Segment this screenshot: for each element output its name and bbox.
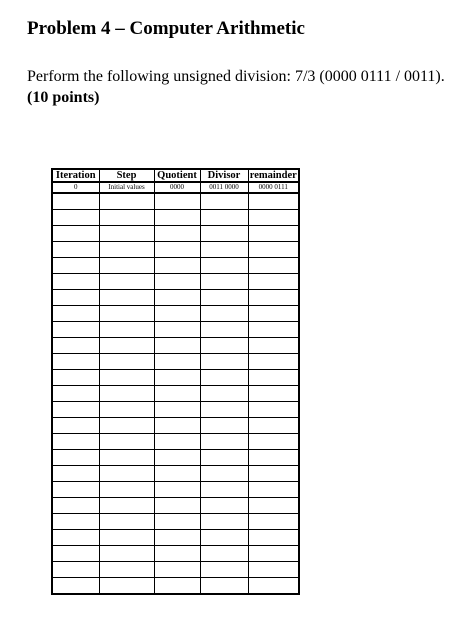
cell-remainder: 0000 0111: [248, 182, 299, 193]
empty-cell[interactable]: [52, 562, 99, 578]
empty-cell[interactable]: [99, 322, 154, 338]
empty-cell[interactable]: [154, 322, 200, 338]
column-header-iteration: Iteration: [52, 169, 99, 182]
empty-cell[interactable]: [52, 322, 99, 338]
empty-cell[interactable]: [99, 562, 154, 578]
table-row-empty: [52, 210, 299, 226]
table-row-empty: [52, 322, 299, 338]
empty-cell[interactable]: [200, 386, 248, 402]
table-row-empty: [52, 306, 299, 322]
empty-cell[interactable]: [248, 242, 299, 258]
empty-cell[interactable]: [99, 354, 154, 370]
empty-cell[interactable]: [154, 450, 200, 466]
empty-cell[interactable]: [200, 402, 248, 418]
empty-cell[interactable]: [154, 386, 200, 402]
table-row-empty: [52, 338, 299, 354]
empty-cell[interactable]: [52, 306, 99, 322]
empty-cell[interactable]: [154, 226, 200, 242]
empty-cell[interactable]: [99, 450, 154, 466]
empty-cell[interactable]: [52, 530, 99, 546]
table-body: [52, 182, 299, 594]
table-row-empty: [52, 290, 299, 306]
table-row-empty: [52, 386, 299, 402]
empty-cell[interactable]: [248, 466, 299, 482]
empty-cell[interactable]: [248, 290, 299, 306]
cell-step: Initial values: [99, 182, 154, 193]
empty-cell[interactable]: [200, 578, 248, 595]
empty-cell[interactable]: [200, 258, 248, 274]
empty-cell[interactable]: [99, 338, 154, 354]
problem-prompt: [27, 66, 457, 108]
empty-cell[interactable]: [248, 193, 299, 210]
problem-title: Problem 4 – Computer Arithmetic: [27, 18, 305, 39]
column-header-step: Step: [99, 169, 154, 182]
empty-cell[interactable]: [200, 514, 248, 530]
table-row-empty: [52, 546, 299, 562]
table-row-empty: [52, 498, 299, 514]
empty-cell[interactable]: [154, 210, 200, 226]
empty-cell[interactable]: [248, 498, 299, 514]
empty-cell[interactable]: [99, 193, 154, 210]
empty-cell[interactable]: [52, 370, 99, 386]
table-row-empty: [52, 370, 299, 386]
empty-cell[interactable]: [52, 514, 99, 530]
empty-cell[interactable]: [200, 546, 248, 562]
empty-cell[interactable]: [248, 530, 299, 546]
empty-cell[interactable]: [248, 482, 299, 498]
empty-cell[interactable]: [52, 354, 99, 370]
table-row-empty: [52, 562, 299, 578]
table-row-empty: [52, 418, 299, 434]
empty-cell[interactable]: [52, 482, 99, 498]
empty-cell[interactable]: [200, 322, 248, 338]
empty-cell[interactable]: [200, 306, 248, 322]
empty-cell[interactable]: [200, 370, 248, 386]
empty-cell[interactable]: [99, 418, 154, 434]
empty-cell[interactable]: [248, 370, 299, 386]
empty-cell[interactable]: [200, 210, 248, 226]
empty-cell[interactable]: [248, 338, 299, 354]
empty-cell[interactable]: [200, 226, 248, 242]
empty-cell[interactable]: [52, 434, 99, 450]
empty-cell[interactable]: [248, 562, 299, 578]
empty-cell[interactable]: [248, 322, 299, 338]
table-row-empty: [52, 578, 299, 595]
empty-cell[interactable]: [52, 274, 99, 290]
empty-cell[interactable]: [52, 386, 99, 402]
empty-cell[interactable]: [99, 226, 154, 242]
empty-cell[interactable]: [99, 514, 154, 530]
empty-cell[interactable]: [248, 226, 299, 242]
empty-cell[interactable]: [154, 562, 200, 578]
empty-cell[interactable]: [154, 258, 200, 274]
empty-cell[interactable]: [248, 210, 299, 226]
table-row-empty: [52, 242, 299, 258]
column-header-divisor: Divisor: [200, 169, 248, 182]
empty-cell[interactable]: [248, 578, 299, 595]
empty-cell[interactable]: [200, 354, 248, 370]
empty-cell[interactable]: [99, 290, 154, 306]
table-row-empty: [52, 450, 299, 466]
empty-cell[interactable]: [154, 290, 200, 306]
table-row-empty: [52, 530, 299, 546]
empty-cell[interactable]: [154, 242, 200, 258]
empty-cell[interactable]: [200, 450, 248, 466]
empty-cell[interactable]: [52, 402, 99, 418]
empty-cell[interactable]: [248, 402, 299, 418]
empty-cell[interactable]: [248, 418, 299, 434]
column-header-quotient: Quotient: [154, 169, 200, 182]
empty-cell[interactable]: [99, 402, 154, 418]
empty-cell[interactable]: [248, 354, 299, 370]
empty-cell[interactable]: [52, 498, 99, 514]
empty-cell[interactable]: [154, 338, 200, 354]
empty-cell[interactable]: [99, 482, 154, 498]
division-table: [51, 168, 300, 595]
table-row-empty: [52, 258, 299, 274]
empty-cell[interactable]: [248, 258, 299, 274]
empty-cell[interactable]: [52, 546, 99, 562]
empty-cell[interactable]: [248, 514, 299, 530]
empty-cell[interactable]: [99, 258, 154, 274]
empty-cell[interactable]: [52, 418, 99, 434]
table-row-empty: [52, 482, 299, 498]
empty-cell[interactable]: [154, 530, 200, 546]
empty-cell[interactable]: [154, 418, 200, 434]
prompt-text: Perform the following unsigned division: 7/3 (0000 0111 / 0011).: [27, 68, 445, 85]
empty-cell[interactable]: [52, 578, 99, 595]
empty-cell[interactable]: [200, 562, 248, 578]
points-label: (10 points): [27, 89, 100, 106]
empty-cell[interactable]: [99, 306, 154, 322]
empty-cell[interactable]: [154, 434, 200, 450]
empty-cell[interactable]: [154, 578, 200, 595]
empty-cell[interactable]: [99, 578, 154, 595]
empty-cell[interactable]: [248, 386, 299, 402]
empty-cell[interactable]: [200, 338, 248, 354]
empty-cell[interactable]: [154, 466, 200, 482]
empty-cell[interactable]: [52, 338, 99, 354]
table-row-empty: [52, 402, 299, 418]
empty-cell[interactable]: [154, 306, 200, 322]
empty-cell[interactable]: [99, 370, 154, 386]
empty-cell[interactable]: [248, 434, 299, 450]
table-row-empty: [52, 226, 299, 242]
empty-cell[interactable]: [99, 498, 154, 514]
empty-cell[interactable]: [99, 386, 154, 402]
empty-cell[interactable]: [200, 242, 248, 258]
empty-cell[interactable]: [200, 418, 248, 434]
table-row-empty: [52, 514, 299, 530]
empty-cell[interactable]: [99, 466, 154, 482]
empty-cell[interactable]: [99, 210, 154, 226]
empty-cell[interactable]: [200, 530, 248, 546]
empty-cell[interactable]: [52, 242, 99, 258]
empty-cell[interactable]: [52, 193, 99, 210]
empty-cell[interactable]: [200, 274, 248, 290]
empty-cell[interactable]: [154, 274, 200, 290]
empty-cell[interactable]: [154, 546, 200, 562]
empty-cell[interactable]: [99, 530, 154, 546]
empty-cell[interactable]: [99, 546, 154, 562]
empty-cell[interactable]: [52, 450, 99, 466]
empty-cell[interactable]: [200, 482, 248, 498]
empty-cell[interactable]: [52, 210, 99, 226]
table-row-empty: [52, 466, 299, 482]
table-row-empty: [52, 274, 299, 290]
empty-cell[interactable]: [154, 193, 200, 210]
empty-cell[interactable]: [248, 274, 299, 290]
empty-cell[interactable]: [248, 546, 299, 562]
empty-cell[interactable]: [52, 466, 99, 482]
empty-cell[interactable]: [200, 434, 248, 450]
empty-cell[interactable]: [52, 290, 99, 306]
table-row-empty: [52, 193, 299, 210]
empty-cell[interactable]: [200, 466, 248, 482]
empty-cell[interactable]: [154, 370, 200, 386]
empty-cell[interactable]: [154, 354, 200, 370]
table-header-row: [52, 169, 299, 182]
table-row-empty: [52, 354, 299, 370]
empty-cell[interactable]: [99, 274, 154, 290]
empty-cell[interactable]: [99, 434, 154, 450]
empty-cell[interactable]: [52, 226, 99, 242]
empty-cell[interactable]: [99, 242, 154, 258]
cell-iteration: 0: [52, 182, 99, 193]
empty-cell[interactable]: [154, 498, 200, 514]
empty-cell[interactable]: [154, 402, 200, 418]
cell-quotient: 0000: [154, 182, 200, 193]
table-row-initial: [52, 182, 299, 193]
empty-cell[interactable]: [200, 193, 248, 210]
empty-cell[interactable]: [248, 306, 299, 322]
empty-cell[interactable]: [248, 450, 299, 466]
empty-cell[interactable]: [154, 514, 200, 530]
table-row-empty: [52, 434, 299, 450]
empty-cell[interactable]: [154, 482, 200, 498]
empty-cell[interactable]: [200, 498, 248, 514]
column-header-remainder: remainder: [248, 169, 299, 182]
cell-divisor: 0011 0000: [200, 182, 248, 193]
empty-cell[interactable]: [52, 258, 99, 274]
empty-cell[interactable]: [200, 290, 248, 306]
